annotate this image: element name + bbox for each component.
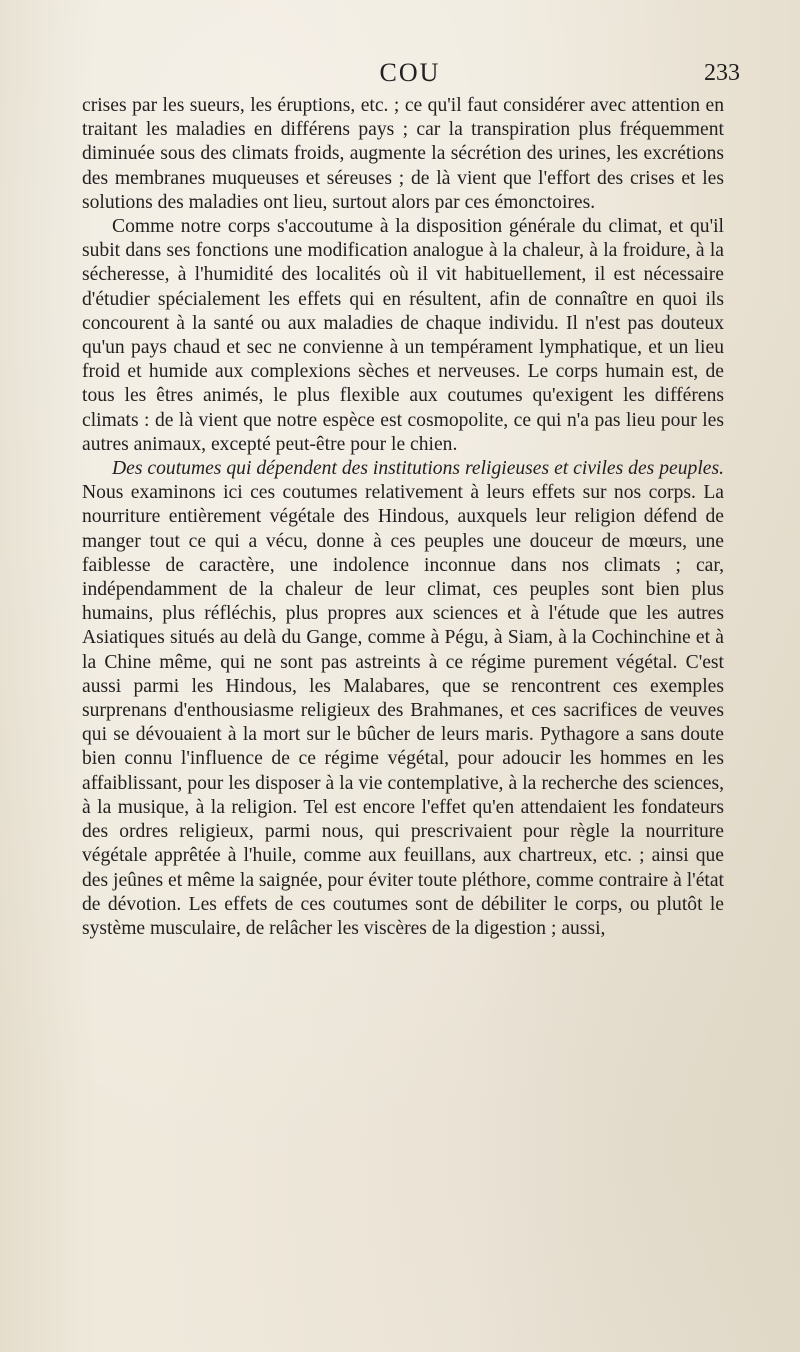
section-lead-italic: Des coutumes qui dépendent des institutions religieuses et civiles des peuples.: [112, 458, 724, 480]
body-text: [82, 94, 724, 941]
paragraph-climate: Comme notre corps s'accoutume à la disposition générale du climat, et qu'il subit dans ses fonctions une modification analogue à la chaleur, à la froidure, à la sécheresse, à l'humidité des localités où il vit habituellement, il est nécessaire d'étudier spécialement les effets qui en résultent, afin de connaître en quoi ils concourent à la santé ou aux maladies de chaque individu. Il n'est pas douteux qu'un pays chaud et sec ne convienne à un tempérament lymphatique, et un lieu froid et humide aux complexions sèches et nerveuses. Le corps humain est, de tous les êtres animés, le plus flexible aux coutumes qu'exigent les différens climats : de là vient que notre espèce est cosmopolite, ce qui n'a pas lieu pour les autres animaux, excepté peut-être pour le chien.: [82, 216, 724, 455]
page-number: 233: [704, 60, 740, 86]
paragraph-customs: [82, 457, 724, 941]
running-head: COU: [379, 58, 441, 87]
paragraph-customs-text: Nous examinons ici ces coutumes relativement à leurs effets sur nos corps. La nourriture entièrement végétale des Hindous, auxquels leur religion défend de manger tout ce qui a vécu, donne à ces peuples une douceur de mœurs, une faiblesse de caractère, une indolence inconnue dans nos climats ; car, indépendamment de la chaleur de leur climat, ces peuples sont bien plus humains, plus réfléchis, plus propres aux sciences et à l'étude que les autres Asiatiques situés au delà du Gange, comme à Pégu, à Siam, à la Cochinchine et à la Chine même, qui ne sont pas astreints à ce régime purement végétal. C'est aussi parmi les Hindous, les Malabares, que se rencontrent ces exemples surprenans d'enthousiasme religieux des Brahmanes, et ces sacrifices de veuves qui se dévouaient à la mort sur le bûcher de leurs maris. Pythagore a sans doute bien connu l'influence de ce régime végétal, pour adoucir les hommes en les affaiblissant, pour les disposer à la vie contemplative, à la recherche des sciences, à la musique, à la religion. Tel est encore l'effet qu'en attendaient les fondateurs des ordres religieux, parmi nous, qui prescrivaient pour règle la nourriture végétale apprêtée à l'huile, comme aux feuillans, aux chartreux, etc. ; ainsi que des jeûnes et même la saignée, pour éviter toute pléthore, comme contraire à l'état de dévotion. Les effets de ces coutumes sont de débiliter le corps, ou plutôt le système musculaire, de relâcher les viscères de la digestion ; aussi,: [82, 482, 724, 939]
page-header: [80, 58, 740, 92]
paragraph-continuation: crises par les sueurs, les éruptions, etc. ; ce qu'il faut considérer avec attention en traitant les maladies en différens pays ; car la transpiration plus fréquemment diminuée sous des climats froids, augmente la sécrétion des urines, les excrétions des membranes muqueuses et séreuses ; de là vient que l'effort des crises et les solutions des maladies ont lieu, surtout alors par ces émonctoires.: [82, 95, 724, 213]
